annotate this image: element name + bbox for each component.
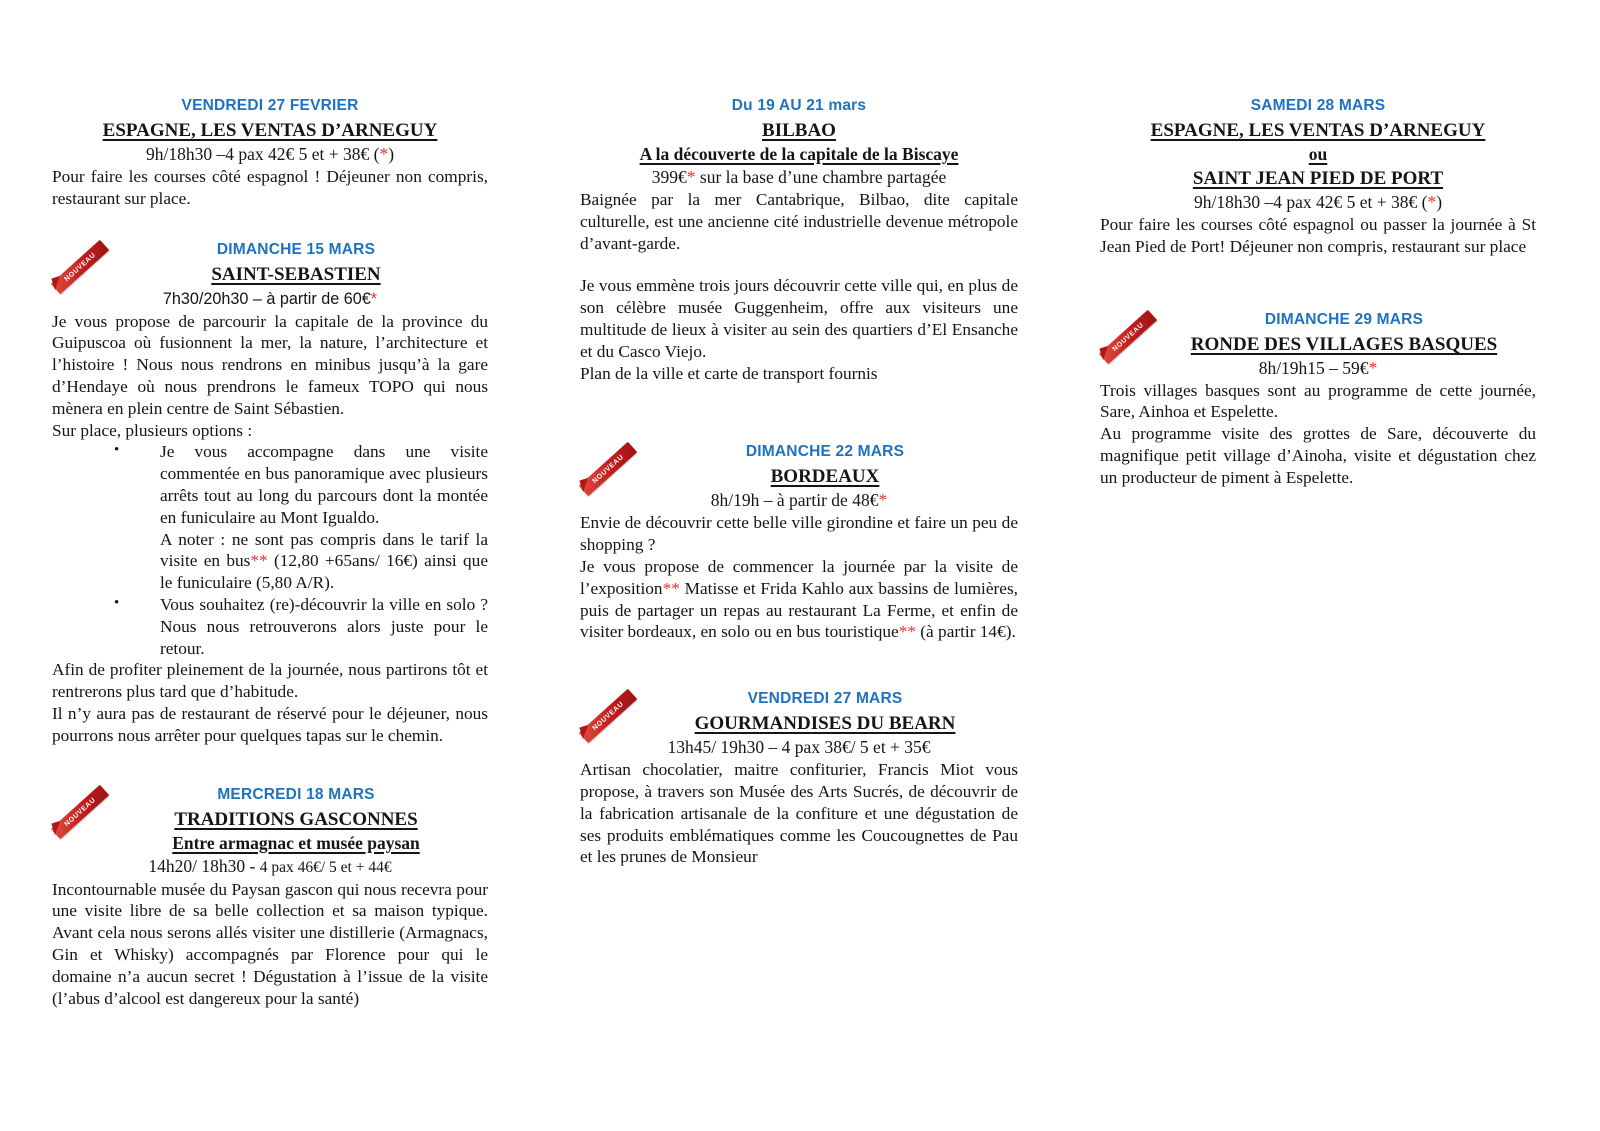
event-header (606, 440, 1044, 489)
event-title: Entre armagnac et musée paysan (172, 832, 420, 853)
text-run: Il n’y aura pas de restaurant de réservé pour le déjeuner, nous pourrons nous arrêter pour quelques tapas sur le chemin. (52, 703, 488, 745)
event-paragraph (52, 703, 488, 747)
bullet-item (52, 594, 488, 659)
ribbon-label: NOUVEAU (63, 795, 97, 828)
text-run: 9h/18h30 –4 pax 42€ 5 et + 38€ ( (1193, 192, 1428, 212)
text-run: (à partir 14€). (915, 622, 1016, 642)
column-middle (580, 94, 1018, 868)
event-paragraph (580, 759, 1018, 868)
event-date: MERCREDI 18 MARS (217, 785, 375, 803)
text-run: 399€ (651, 167, 687, 187)
event-header (52, 94, 488, 143)
event-price (580, 166, 1018, 189)
event-entry (580, 94, 1018, 384)
event-title: TRADITIONS GASCONNES (174, 808, 418, 830)
event-paragraph (580, 363, 1018, 385)
bullet-icon: • (114, 594, 120, 611)
event-header (606, 687, 1044, 736)
column-left (52, 94, 488, 1009)
event-date: DIMANCHE 29 MARS (1264, 310, 1424, 328)
text-run: * (370, 289, 378, 308)
text-run: Je vous propose de commencer la journée par la visite de l’exposition (580, 556, 1018, 598)
event-price (52, 287, 488, 311)
event-date: Du 19 AU 21 mars (731, 97, 867, 114)
text-run: Au programme visite des grottes de Sare, découverte du magnifique petit village d’Ainoha, visite et dégustation chez un producteur de piment à Espelette. (1100, 424, 1536, 487)
text-run: Plan de la ville et carte de transport fournis (580, 363, 878, 383)
event-paragraph (52, 166, 488, 210)
text-run: Je vous emmène trois jours découvrir cette ville qui, en plus de son célèbre musée Guggenheim, offre aux visiteurs une multitude de lieux à visiter au sein des quartiers d’El Ensanche et du Casco Viejo. (580, 276, 1018, 361)
event-date: SAMEDI 28 MARS (1250, 97, 1386, 114)
text-run: sur la base d’une chambre partagée (695, 167, 947, 187)
text-run: Je vous propose de parcourir la capitale de la province du Guipuscoa où fusionnent la mer, la nature, l’architecture et l’histoire ! Nous nous rendrons en minibus jusqu’à la gare d’Hendaye où nous prendrons le fameux TOPO qui nous mènera en plein centre de Saint Sébastien. (52, 311, 488, 418)
ribbon-label: NOUVEAU (63, 250, 97, 283)
text-run: * (878, 490, 888, 511)
event-title: GOURMANDISES DU BEARN (694, 713, 956, 735)
text-run: Je vous accompagne dans une visite commentée en bus panoramique avec plusieurs arrêts tout au long du parcours dont la montée en funiculaire au Mont Igualdo. (160, 442, 488, 527)
event-paragraph (52, 659, 488, 703)
text-run: 8h/19h – à partir de 48€ (710, 490, 879, 511)
text-run: ) (1436, 192, 1443, 212)
text-run: 4 pax 46€/ 5 et + 44€ (259, 858, 392, 876)
event-entry (580, 687, 1018, 868)
bullet-item (52, 441, 488, 594)
event-header (580, 94, 1018, 166)
event-price (1100, 191, 1536, 214)
event-title: RONDE DES VILLAGES BASQUES (1190, 333, 1498, 355)
event-date: DIMANCHE 22 MARS (745, 443, 905, 461)
text-run: (12,80 +65ans/ 16€) ainsi que le funiculaire (5,80 A/R). (160, 551, 488, 593)
text-run: Vous souhaitez (re)-découvrir la ville en solo ? Nous nous retrouverons alors juste pour le retour. (160, 594, 488, 658)
text-run: 14h20/ 18h30 - (148, 855, 260, 876)
event-paragraph (580, 189, 1018, 254)
event-title: ESPAGNE, LES VENTAS D’ARNEGUY (1150, 120, 1486, 141)
event-title: SAINT-SEBASTIEN (211, 263, 381, 285)
text-run: ** (898, 622, 916, 642)
event-entry (1100, 94, 1536, 258)
blank-line (580, 254, 1018, 275)
event-title: ESPAGNE, LES VENTAS D’ARNEGUY (102, 120, 438, 141)
event-price (52, 855, 488, 879)
text-run: ) (388, 144, 395, 164)
event-paragraph (580, 275, 1018, 362)
text-run: * (1368, 357, 1378, 378)
event-entry (52, 94, 488, 210)
event-price (52, 143, 488, 166)
bullet-icon: • (114, 442, 120, 459)
text-run: Pour faire les courses côté espagnol ! Déjeuner non compris, restaurant sur place. (52, 167, 488, 208)
event-price (580, 736, 1018, 759)
event-paragraph (52, 879, 488, 1010)
event-title: ou (1308, 144, 1328, 164)
text-run: ** (662, 578, 680, 598)
event-title: BILBAO (762, 120, 836, 141)
column-right (1100, 94, 1536, 489)
event-paragraph (52, 420, 488, 442)
text-run: * (1427, 192, 1437, 212)
event-header (78, 783, 514, 855)
text-run: Incontournable musée du Paysan gascon qui nous recevra pour une visite libre de sa belle collection et sa maison typique. Avant cela nous serons allés visiter une distillerie (Armagnacs, Gin et Whisky) accompagnés par Florence pour qui le domaine n’a aucun secret ! Dégustation à l’issue de la visite (l’abus d’alcool est dangereux pour la santé) (52, 879, 488, 1008)
ribbon-label: NOUVEAU (591, 453, 625, 486)
event-entry (52, 238, 488, 747)
text-run: Sur place, plusieurs options : (52, 420, 253, 440)
event-price (1100, 357, 1536, 380)
text-run: Matisse et Frida Kahlo aux bassins de lumières, puis de partager un repas au restaurant La Ferme, et enfin de visiter bordeaux, en solo ou en bus touristique (580, 578, 1018, 642)
text-run: 13h45/ 19h30 – 4 pax 38€/ 5 et + 35€ (667, 737, 931, 758)
event-paragraph (1100, 214, 1536, 258)
event-header (1126, 308, 1562, 357)
text-run: Envie de découvrir cette belle ville girondine et faire un peu de shopping ? (580, 513, 1018, 555)
text-run: 8h/19h15 – 59€ (1258, 357, 1369, 378)
event-paragraph (1100, 380, 1536, 424)
text-run: * (686, 167, 696, 187)
event-price (580, 489, 1018, 512)
text-run: ** (250, 551, 268, 571)
event-entry (52, 783, 488, 1010)
text-run: Baignée par la mer Cantabrique, Bilbao, dite capitale culturelle, est une ancienne cité industrielle devenue métropole d’avant-garde. (580, 190, 1018, 253)
text-run: Trois villages basques sont au programme de cette journée, Sare, Ainhoa et Espelette. (1100, 380, 1536, 422)
text-run: 9h/18h30 –4 pax 42€ 5 et + 38€ ( (145, 144, 380, 164)
event-title: SAINT JEAN PIED DE PORT (1192, 168, 1444, 189)
text-run: A noter : ne sont pas compris dans le tarif la visite en bus (160, 529, 488, 571)
event-title: BORDEAUX (770, 466, 880, 488)
event-paragraph (580, 556, 1018, 643)
ribbon-label: NOUVEAU (1111, 320, 1145, 353)
text-run: * (379, 144, 389, 164)
event-title: A la découverte de la capitale de la Biscaye (639, 144, 959, 164)
event-entry (1100, 308, 1536, 489)
event-entry (580, 440, 1018, 643)
text-run: Afin de profiter pleinement de la journée, nous partirons tôt et rentrerons plus tard que d’habitude. (52, 660, 488, 702)
event-date: VENDREDI 27 FEVRIER (181, 97, 359, 114)
event-header (78, 238, 514, 287)
event-paragraph (1100, 423, 1536, 488)
event-paragraph (580, 512, 1018, 556)
event-date: VENDREDI 27 MARS (747, 690, 903, 708)
ribbon-label: NOUVEAU (591, 700, 625, 732)
text-run: 7h30/20h30 – à partir de 60€ (162, 289, 371, 308)
text-run: Pour faire les courses côté espagnol ou passer la journée à St Jean Pied de Port! Déjeuner non compris, restaurant sur place (1100, 215, 1536, 256)
event-date: DIMANCHE 15 MARS (216, 240, 376, 258)
event-paragraph (52, 311, 488, 420)
text-run: Artisan chocolatier, maitre confiturier, Francis Miot vous propose, à travers son Musée des Arts Sucrés, de découvrir de la fabrication artisanale de la confiture et une dégustation de ses produits emblématiques comme les Coucougnettes de Pau et les prunes de Monsieur (580, 760, 1018, 867)
event-header (1100, 94, 1536, 191)
